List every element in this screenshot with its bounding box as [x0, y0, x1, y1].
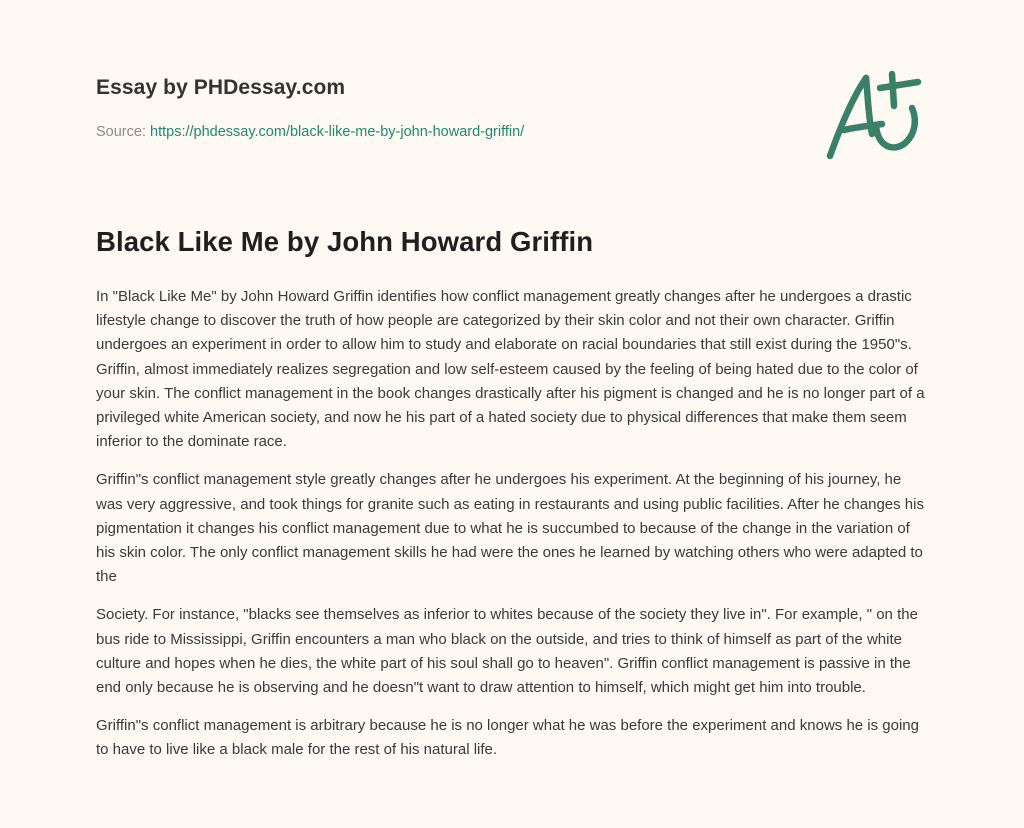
essay-paragraph: Griffin"s conflict management style greatly changes after he undergoes his experiment. At the beginning of his journey, he was very aggressive, and took things for granite such as eating in restaurants and using public facilities. After he changes his pigmentation it changes his conflict management due to what he is succumbed to because of the change in the variation of his skin color. The only conflict management skills he had were the ones he learned by watching others who were adapted to the — [96, 471, 924, 586]
essay-paragraph: Griffin"s conflict management is arbitrary because he is no longer what he was before the experiment and knows he is going to have to live like a black male for the rest of his natural life. — [96, 717, 919, 759]
source-label: Source: — [96, 124, 146, 140]
essay-title: Black Like Me by John Howard Griffin — [96, 226, 594, 257]
a-plus-grade-icon — [822, 66, 932, 166]
essay-body — [96, 285, 932, 777]
essay-paragraph: In "Black Like Me" by John Howard Griffin identifies how conflict management greatly changes after he undergoes a drastic lifestyle change to discover the truth of how people are categorized by their skin color and not their own character. Griffin undergoes an experiment in order to allow him to study and elaborate on racial boundaries that still exist during the 1950"s. Griffin, almost immediately realizes segregation and low self-esteem caused by the feeling of being hated due to the color of your skin. The conflict management in the book changes drastically after his pigment is changed and he is no longer part of a privileged white American society, and now he his part of a hated society due to physical differences that make them seem inferior to the dominate race. — [96, 288, 925, 451]
source-line — [96, 124, 524, 140]
site-title: Essay by PHDessay.com — [96, 76, 346, 99]
source-link[interactable]: https://phdessay.com/black-like-me-by-john-howard-griffin/ — [150, 124, 525, 140]
essay-paragraph: Society. For instance, "blacks see themselves as inferior to whites because of the society they live in". For example, " on the bus ride to Mississippi, Griffin encounters a man who black on the outside, and tries to think of himself as part of the white culture and hopes when he dies, the white part of his soul shall go to heaven". Griffin conflict management is passive in the end only because he is observing and he doesn"t want to draw attention to himself, which might get him into trouble. — [96, 606, 918, 697]
